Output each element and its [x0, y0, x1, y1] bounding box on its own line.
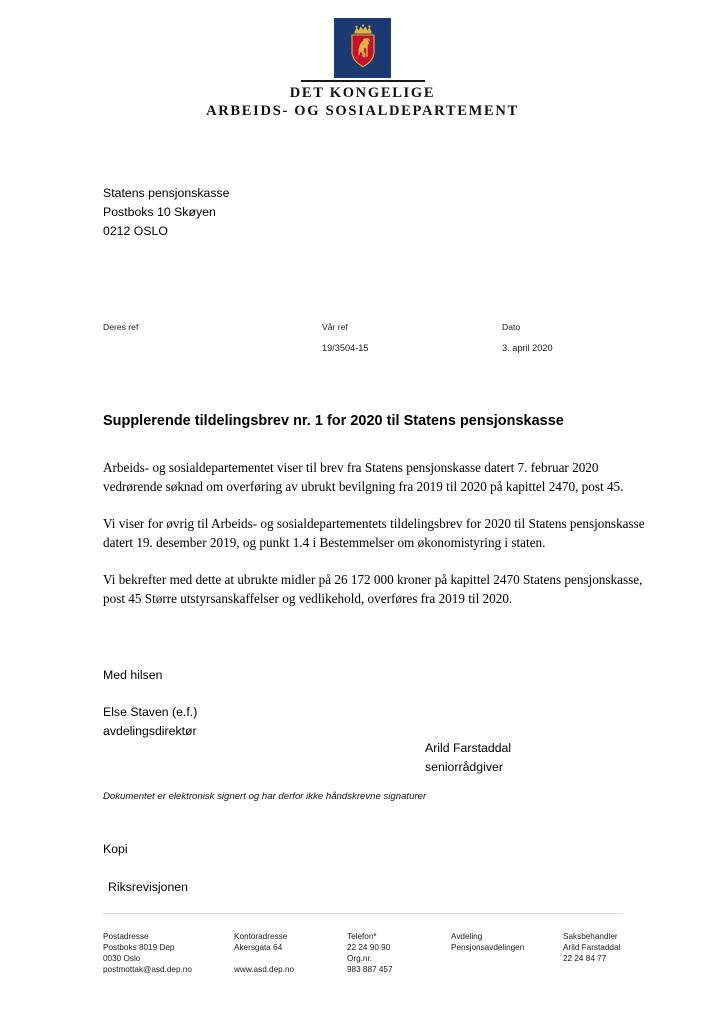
footer-line-2: Org.nr. [347, 954, 373, 964]
footer-line-1: Pensjonsavdelingen [451, 943, 525, 953]
body-paragraph-2: Vi viser for øvrig til Arbeids- og sosialdepartementets tildelingsbrev for 2020 til Statens pensjonskasse datert 19. desember 2019, og punkt 1.4 i Bestemmelser om økonomistyring i staten. [103, 516, 645, 551]
letterhead-line-1: DET KONGELIGE [289, 85, 436, 101]
footer-divider [103, 913, 623, 914]
var-ref-label: Vår ref [322, 322, 348, 332]
footer-line-1: Postboks 8019 Dep [103, 943, 175, 953]
footer-heading: Telefon* [347, 932, 377, 941]
recipient-line-3: 0212 OSLO [103, 224, 168, 238]
signature-block-left [103, 703, 197, 741]
recipient-line-1: Statens pensjonskasse [103, 186, 230, 200]
dato-column [502, 317, 553, 359]
recipient-address [103, 184, 229, 241]
kopi-label: Kopi [103, 842, 128, 856]
footer-line-2 [234, 953, 294, 964]
signer-2-name: Arild Farstaddal [425, 741, 512, 755]
var-ref-column [322, 317, 369, 359]
recipient-line-2: Postboks 10 Skøyen [103, 205, 216, 219]
footer-line-1: Akersgata 64 [234, 943, 283, 953]
coat-of-arms-box [334, 18, 391, 78]
footer-line-3: 983 887 457 [347, 965, 393, 975]
letterhead [0, 18, 725, 120]
letterhead-line-2: ARBEIDS- OG SOSIALDEPARTEMENT [206, 103, 519, 120]
footer-heading: Saksbehandler [563, 932, 618, 941]
kopi-recipients [108, 878, 188, 897]
closing-greeting: Med hilsen [103, 668, 163, 682]
electronic-signature-disclaimer: Dokumentet er elektronisk signert og har derfor ikke håndskrevne signaturer [103, 791, 427, 802]
signer-2-title: seniorrådgiver [425, 760, 503, 774]
body-paragraph-3: Vi bekrefter med dette at ubrukte midler på 26 172 000 kroner på kapittel 2470 Statens pensjonskasse, post 45 Større utstyrsanskaffelser og vedlikehold, overføres fra 2019 til 2020. [103, 572, 643, 607]
footer-line-1: Arild Farstaddal [563, 943, 621, 953]
footer-column-avdeling [451, 931, 524, 953]
footer-heading: Kontoradresse [234, 932, 288, 941]
signature-block-right [425, 739, 511, 777]
footer-line-3: postmottak@asd.dep.no [103, 965, 192, 975]
letter-body [103, 458, 648, 627]
page-footer [103, 931, 648, 991]
var-ref-value: 19/3504-15 [322, 343, 369, 353]
dato-value: 3. april 2020 [502, 343, 553, 353]
letterhead-divider [301, 80, 425, 82]
norwegian-coat-of-arms-icon [348, 18, 378, 68]
footer-line-1: 22 24 90 90 [347, 943, 391, 953]
footer-column-postadresse [103, 931, 192, 975]
signer-1-name: Else Staven (e.f.) [103, 705, 198, 719]
kopi-item: Riksrevisjonen [108, 880, 188, 894]
footer-line-2: 22 24 84 77 [563, 954, 607, 964]
deres-ref-label: Deres ref [103, 322, 139, 332]
footer-column-telefon [347, 931, 393, 975]
footer-column-saksbehandler [563, 931, 620, 964]
footer-heading: Postadresse [103, 932, 149, 941]
dato-label: Dato [502, 322, 521, 332]
footer-column-kontoradresse [234, 931, 294, 975]
footer-line-3: www.asd.dep.no [234, 965, 295, 975]
body-paragraph-1: Arbeids- og sosialdepartementet viser til brev fra Statens pensjonskasse datert 7. februar 2020 vedrørende søknad om overføring av ubrukt bevilgning fra 2019 til 2020 på kapittel 2470, post 45. [103, 460, 624, 495]
footer-heading: Avdeling [451, 932, 483, 941]
page-title: Supplerende tildelingsbrev nr. 1 for 2020 til Statens pensjonskasse [103, 413, 564, 429]
deres-ref-column [103, 317, 138, 338]
signer-1-title: avdelingsdirektør [103, 724, 197, 738]
footer-line-2: 0030 Oslo [103, 954, 141, 964]
